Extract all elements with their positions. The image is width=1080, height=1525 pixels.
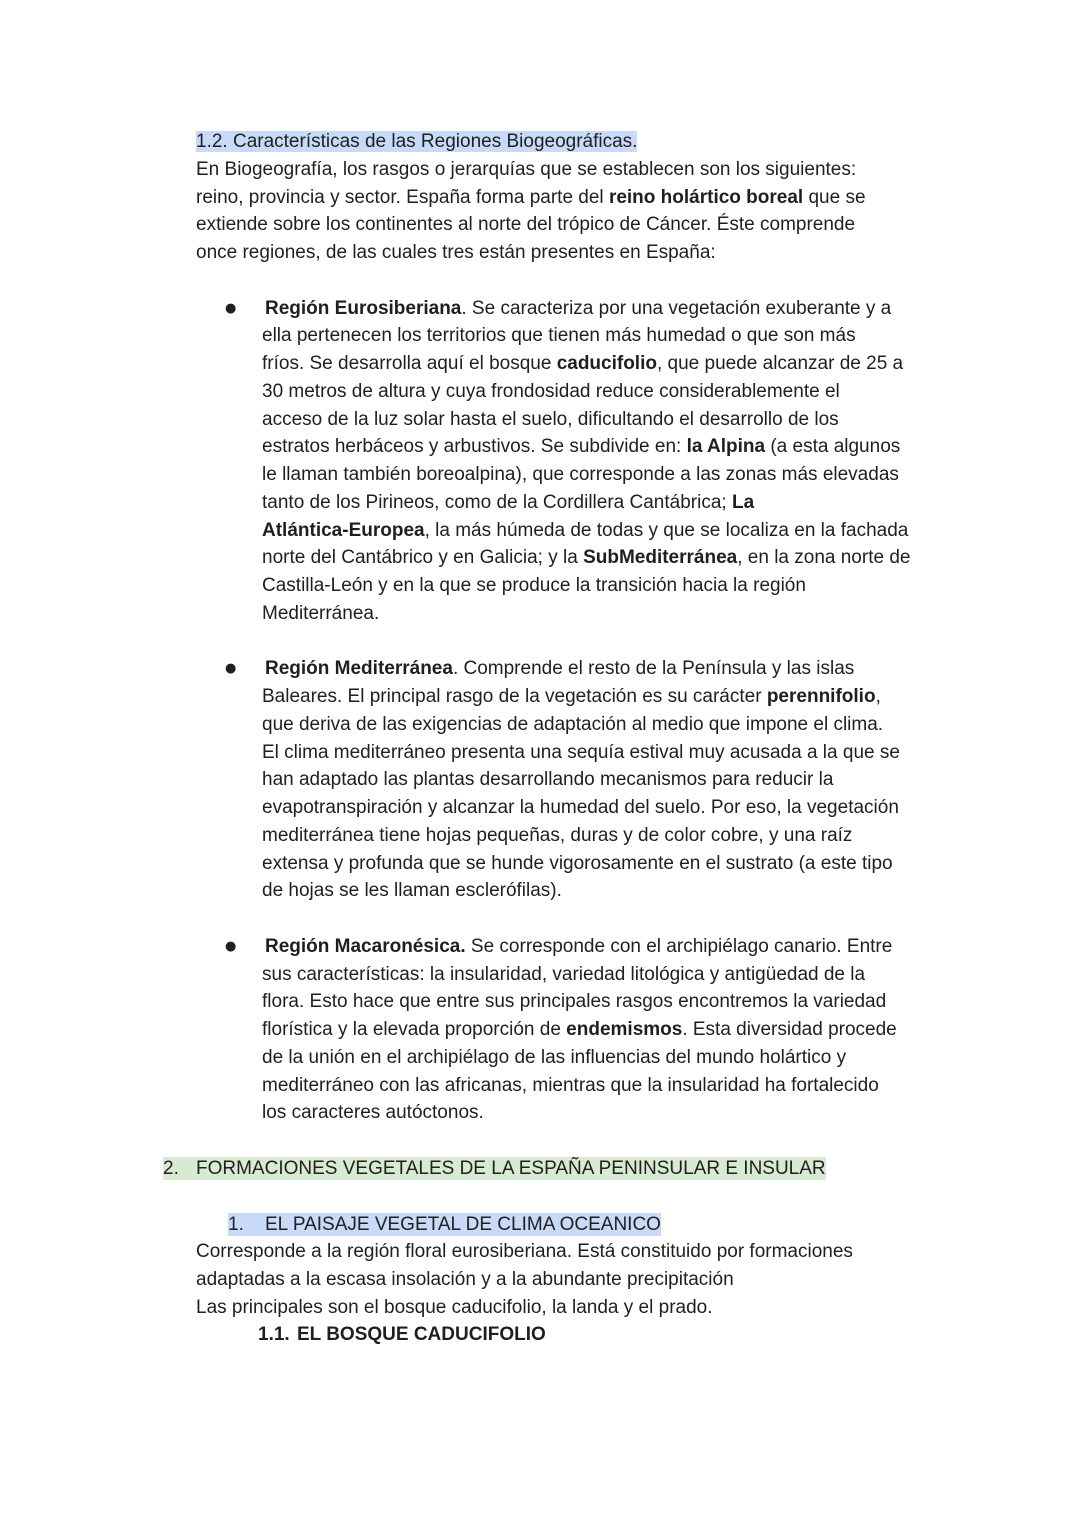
bold-term: caducifolio xyxy=(556,353,657,374)
region-text-line xyxy=(262,489,1080,517)
paragraph-line: Las principales son el bosque caducifolio, la landa y el prado. xyxy=(196,1296,713,1318)
intro-line xyxy=(196,156,1080,184)
text-run: , xyxy=(875,686,881,707)
text-run: tanto de los Pirineos, como de la Cordillera Cantábrica; xyxy=(262,491,732,513)
region-text xyxy=(262,655,1080,905)
text-run: Baleares. El principal rasgo de la vegetación es su carácter xyxy=(262,686,767,707)
text-run: florística y la elevada proporción de xyxy=(262,1019,567,1040)
section-title-row xyxy=(196,128,1080,156)
subsection-1-heading xyxy=(228,1210,1080,1238)
text-run: Castilla-León y en la que se produce la transición hacia la región xyxy=(262,575,806,596)
bold-term: reino holártico boreal xyxy=(608,186,804,208)
bold-term: Región Mediterránea xyxy=(265,658,453,680)
section-2-highlight xyxy=(163,1157,826,1180)
text-run: los caracteres autóctonos. xyxy=(262,1102,484,1124)
text-run: que se xyxy=(803,186,866,208)
bullet-marker: ● xyxy=(225,300,237,316)
section-2-title: FORMACIONES VEGETALES DE LA ESPAÑA PENINSULAR E INSULAR xyxy=(196,1158,826,1180)
text-run: reino, provincia y sector. España forma parte del xyxy=(196,186,609,208)
text-run: fríos. Se desarrolla aquí el bosque xyxy=(262,353,557,374)
section-2-number: 2. xyxy=(163,1158,179,1180)
subsection-1-number: 1. xyxy=(228,1213,244,1235)
region-text-line xyxy=(262,933,1080,961)
region-text-line xyxy=(262,600,1080,628)
bold-term: la Alpina xyxy=(686,436,766,458)
region-text-line xyxy=(262,406,1080,434)
text-run: acceso de la luz solar hasta el suelo, dificultando el desarrollo de los xyxy=(262,408,839,430)
text-run: ella pertenecen los territorios que tienen más humedad o que son más xyxy=(262,325,856,347)
bold-term: endemismos xyxy=(566,1019,683,1040)
region-text-line xyxy=(262,655,1080,683)
region-text-line xyxy=(262,1072,1080,1100)
region-text xyxy=(262,933,1080,1127)
region-text-line xyxy=(262,850,1080,878)
subsection-1-highlight xyxy=(228,1213,661,1236)
bullet-marker: ● xyxy=(225,661,237,677)
text-run: de la unión en el archipiélago de las influencias del mundo holártico y xyxy=(262,1046,847,1068)
text-run: , la más húmeda de todas y que se localiza en la fachada xyxy=(424,519,909,541)
bold-term: Región Eurosiberiana xyxy=(265,297,462,319)
text-run: , en la zona norte de xyxy=(737,547,911,569)
section-2-heading xyxy=(163,1155,1080,1183)
region-list-item xyxy=(225,295,1080,628)
text-run: Se corresponde con el archipiélago canario. Entre xyxy=(465,935,893,957)
region-text-line xyxy=(262,711,1080,739)
text-run: que deriva de las exigencias de adaptación al medio que impone el clima. xyxy=(262,713,884,735)
region-list-item xyxy=(225,655,1080,905)
text-run: Mediterránea. xyxy=(262,602,380,624)
text-run: once regiones, de las cuales tres están presentes en España: xyxy=(196,242,716,263)
region-text-line xyxy=(262,461,1080,489)
text-run: flora. Esto hace que entre sus principales rasgos encontremos la variedad xyxy=(262,991,887,1013)
text-run: . Comprende el resto de la Península y las islas xyxy=(452,658,855,680)
bold-term: La xyxy=(731,491,755,513)
region-text-line xyxy=(262,350,1080,378)
text-run: mediterráneo con las africanas, mientras que la insularidad ha fortalecido xyxy=(262,1074,879,1096)
text-run: . Esta diversidad procede xyxy=(682,1019,897,1040)
section-title: 1.2. Características de las Regiones Biogeográficas. xyxy=(196,131,638,152)
text-run: estratos herbáceos y arbustivos. Se subdivide en: xyxy=(262,436,687,458)
region-text-line xyxy=(262,794,1080,822)
region-text xyxy=(262,295,1080,628)
text-run: han adaptado las plantas desarrollando mecanismos para reducir la xyxy=(262,769,834,791)
text-run: mediterránea tiene hojas pequeñas, duras y de color cobre, y una raíz xyxy=(262,824,853,846)
intro-line xyxy=(196,211,1080,239)
region-text-line xyxy=(262,766,1080,794)
intro-paragraph xyxy=(196,156,1080,267)
bold-term: perennifolio xyxy=(766,686,876,707)
text-run: le llaman también boreoalpina), que corresponde a las zonas más elevadas xyxy=(262,464,899,485)
subsubsection-1-1-number: 1.1. xyxy=(258,1324,290,1346)
region-text-line xyxy=(262,433,1080,461)
region-text-line xyxy=(262,544,1080,572)
bold-term: Región Macaronésica. xyxy=(265,935,466,957)
subsubsection-1-1-heading xyxy=(258,1321,1080,1349)
text-run: 30 metros de altura y cuya frondosidad reduce considerablemente el xyxy=(262,380,840,402)
text-run: evapotranspiración y alcanzar la humedad del suelo. Por eso, la vegetación xyxy=(262,797,899,818)
region-text-line xyxy=(262,572,1080,600)
text-run: . Se caracteriza por una vegetación exuberante y a xyxy=(461,297,892,319)
text-run: extiende sobre los continentes al norte del trópico de Cáncer. Éste comprende xyxy=(196,214,856,236)
region-text-line xyxy=(262,961,1080,989)
region-text-line xyxy=(262,295,1080,323)
spacer xyxy=(0,1183,1080,1211)
paragraph-line: Corresponde a la región floral eurosiberiana. Está constituido por formaciones xyxy=(196,1241,853,1262)
text-run: (a esta algunos xyxy=(765,436,901,458)
region-text-line xyxy=(262,322,1080,350)
text-run: En Biogeografía, los rasgos o jerarquías que se establecen son los siguientes: xyxy=(196,158,857,180)
region-text-line xyxy=(262,988,1080,1016)
region-text-line xyxy=(262,877,1080,905)
region-text-line xyxy=(262,1099,1080,1127)
text-run: sus características: la insularidad, variedad litológica y antigüedad de la xyxy=(262,963,866,985)
paragraph-line: adaptadas a la escasa insolación y a la abundante precipitación xyxy=(196,1268,734,1290)
region-text-line xyxy=(262,378,1080,406)
region-text-line xyxy=(262,822,1080,850)
bullet-marker: ● xyxy=(225,938,237,954)
subsubsection-1-1-title: EL BOSQUE CADUCIFOLIO xyxy=(297,1324,546,1346)
text-run: norte del Cantábrico y en Galicia; y la xyxy=(262,547,584,569)
text-run: de hojas se les llaman esclerófilas). xyxy=(262,880,562,902)
region-list-item xyxy=(225,933,1080,1127)
text-run: , que puede alcanzar de 25 a xyxy=(656,353,904,374)
text-run: El clima mediterráneo presenta una sequía estival muy acusada a la que se xyxy=(262,741,900,763)
regions-list xyxy=(0,295,1080,1128)
region-text-line xyxy=(262,1044,1080,1072)
region-text-line xyxy=(262,517,1080,545)
spacer xyxy=(0,267,1080,295)
region-text-line xyxy=(262,683,1080,711)
bold-term: Atlántica-Europea xyxy=(262,519,425,541)
intro-line xyxy=(196,184,1080,212)
intro-line xyxy=(196,239,1080,267)
subsection-1-title: EL PAISAJE VEGETAL DE CLIMA OCEANICO xyxy=(265,1213,661,1235)
bold-term: SubMediterránea xyxy=(583,547,738,569)
region-text-line xyxy=(262,1016,1080,1044)
region-text-line xyxy=(262,739,1080,767)
subsection-1-paragraph xyxy=(196,1238,1080,1321)
text-run: extensa y profunda que se hunde vigorosamente en el sustrato (a este tipo xyxy=(262,852,893,874)
